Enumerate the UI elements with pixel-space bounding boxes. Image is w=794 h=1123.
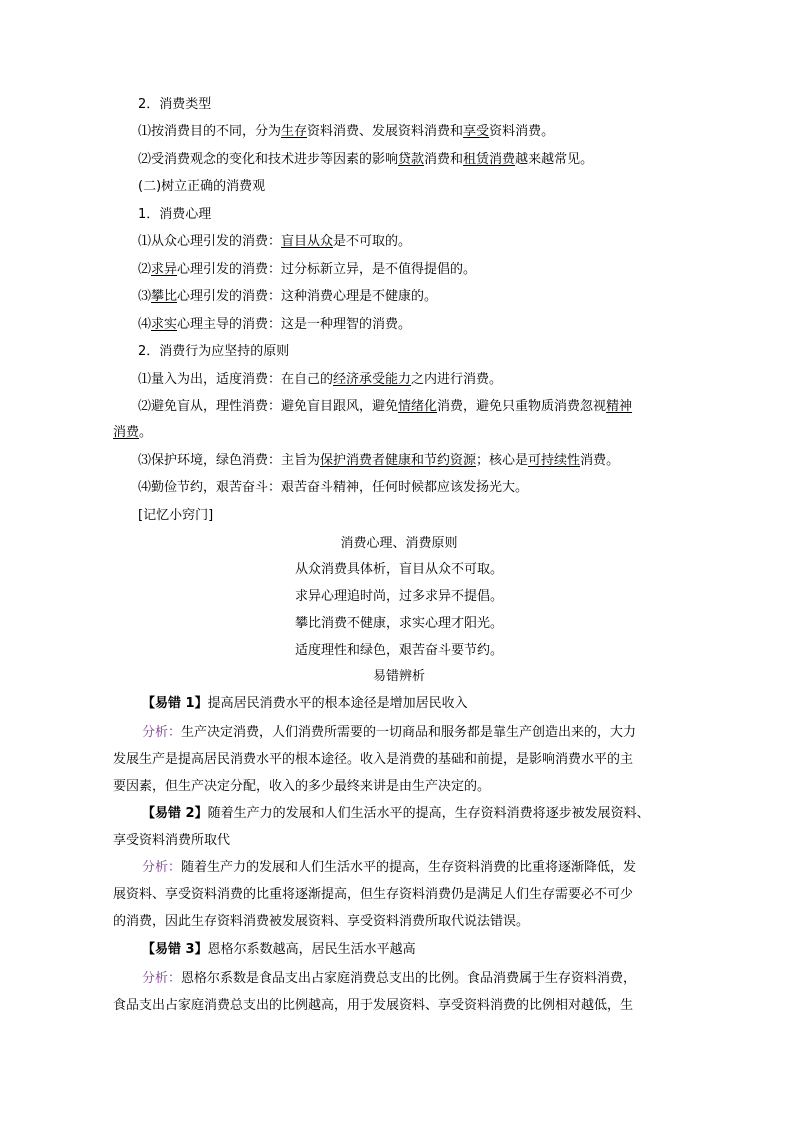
memory-tip-line-4: 适度理性和绿色，艰苦奋斗要节约。 xyxy=(294,643,503,658)
error-2-analysis: 分析：随着生产力的发展和人们生活水平的提高，生存资料消费的比重将逐渐降低，发 xyxy=(142,860,637,875)
underlined-term: 消费 xyxy=(113,425,140,440)
memory-tip-line-2: 求异心理追时尚，过多求异不提倡。 xyxy=(294,589,503,604)
underlined-term: 租赁消费 xyxy=(463,152,516,167)
underlined-term: 求异 xyxy=(151,262,178,277)
error-tag: 【易错 3】 xyxy=(142,942,208,957)
underlined-term: 精神 xyxy=(606,399,633,414)
paragraph-consumption-trends: ⑵受消费观念的变化和技术进步等因素的影响贷款消费和租赁消费越来越常见。 xyxy=(138,152,594,167)
error-1-statement: 【易错 1】提高居民消费水平的根本途径是增加居民收入 xyxy=(142,696,468,711)
underlined-term: 求实 xyxy=(151,317,178,332)
psychology-item-4: ⑷求实心理主导的消费：这是一种理智的消费。 xyxy=(138,317,412,332)
error-2-statement: 【易错 2】随着生产力的发展和人们生活水平的提高，生存资料消费将逐步被发展资料、 xyxy=(142,806,650,821)
error-tag: 【易错 1】 xyxy=(142,696,208,711)
memory-tip-line-1: 从众消费具体析，盲目从众不可取。 xyxy=(294,562,503,577)
underlined-term: 情绪化 xyxy=(398,399,438,414)
underlined-term: 生存 xyxy=(281,124,308,139)
principle-item-2: ⑵避免盲从，理性消费：避免盲目跟风，避免情绪化消费，避免只重物质消费忽视精神 xyxy=(138,399,633,414)
memory-tip-title: 消费心理、消费原则 xyxy=(340,536,458,551)
paragraph-consumption-purpose: ⑴按消费目的不同，分为生存资料消费、发展资料消费和享受资料消费。 xyxy=(138,124,555,139)
memory-tip-line-3: 攀比消费不健康，求实心理才阳光。 xyxy=(294,616,503,631)
subheading-consumption-principles: 2．消费行为应坚持的原则 xyxy=(138,344,290,359)
underlined-term: 保护消费者健康和节约资源 xyxy=(320,453,477,468)
section-heading-correct-view: (二)树立正确的消费观 xyxy=(138,179,266,194)
underlined-term: 享受 xyxy=(463,124,490,139)
principle-item-1: ⑴量入为出，适度消费：在自己的经济承受能力之内进行消费。 xyxy=(138,372,503,387)
error-1-analysis-line-3: 要因素，但生产决定分配，收入的多少最终来讲是由生产决定的。 xyxy=(113,779,491,794)
error-1-analysis-line-2: 发展生产是提高居民消费水平的根本途径。收入是消费的基础和前提，是影响消费水平的主 xyxy=(113,752,634,767)
analysis-label: 分析： xyxy=(142,971,182,986)
section-heading-consumption-types: 2．消费类型 xyxy=(138,97,212,112)
error-analysis-title: 易错辨析 xyxy=(372,669,425,684)
subheading-consumer-psychology: 1．消费心理 xyxy=(138,207,212,222)
error-3-analysis-line-2: 食品支出占家庭消费总支出的比例越高，用于发展资料、享受资料消费的比例相对越低，生 xyxy=(113,998,634,1013)
underlined-term: 经济承受能力 xyxy=(333,372,412,387)
error-tag: 【易错 2】 xyxy=(142,806,208,821)
memory-tip-label: [记忆小窍门] xyxy=(138,508,214,523)
analysis-label: 分析： xyxy=(142,860,182,875)
analysis-label: 分析： xyxy=(142,725,182,740)
psychology-item-2: ⑵求异心理引发的消费：过分标新立异，是不值得提倡的。 xyxy=(138,262,477,277)
psychology-item-3: ⑶攀比心理引发的消费：这种消费心理是不健康的。 xyxy=(138,289,438,304)
psychology-item-1: ⑴从众心理引发的消费：盲目从众是不可取的。 xyxy=(138,234,412,249)
error-2-statement-line-2: 享受资料消费所取代 xyxy=(113,833,231,848)
error-1-analysis: 分析：生产决定消费，人们消费所需要的一切商品和服务都是靠生产创造出来的，大力 xyxy=(142,725,637,740)
error-2-analysis-line-3: 的消费，因此生存资料消费被发展资料、享受资料消费所取代说法错误。 xyxy=(113,914,530,929)
principle-item-2-continued: 消费。 xyxy=(113,425,153,440)
principle-item-4: ⑷勤俭节约，艰苦奋斗：艰苦奋斗精神，任何时候都应该发扬光大。 xyxy=(138,480,529,495)
underlined-term: 盲目从众 xyxy=(281,234,334,249)
underlined-term: 贷款 xyxy=(398,152,425,167)
underlined-term: 可持续性 xyxy=(528,453,581,468)
underlined-term: 攀比 xyxy=(151,289,178,304)
error-2-analysis-line-2: 展资料、享受资料消费的比重将逐渐提高，但生存资料消费仍是满足人们生存需要必不可少 xyxy=(113,887,634,902)
principle-item-3: ⑶保护环境，绿色消费：主旨为保护消费者健康和节约资源；核心是可持续性消费。 xyxy=(138,453,620,468)
error-3-analysis: 分析：恩格尔系数是食品支出占家庭消费总支出的比例。食品消费属于生存资料消费， xyxy=(142,971,637,986)
error-3-statement: 【易错 3】恩格尔系数越高，居民生活水平越高 xyxy=(142,942,416,957)
